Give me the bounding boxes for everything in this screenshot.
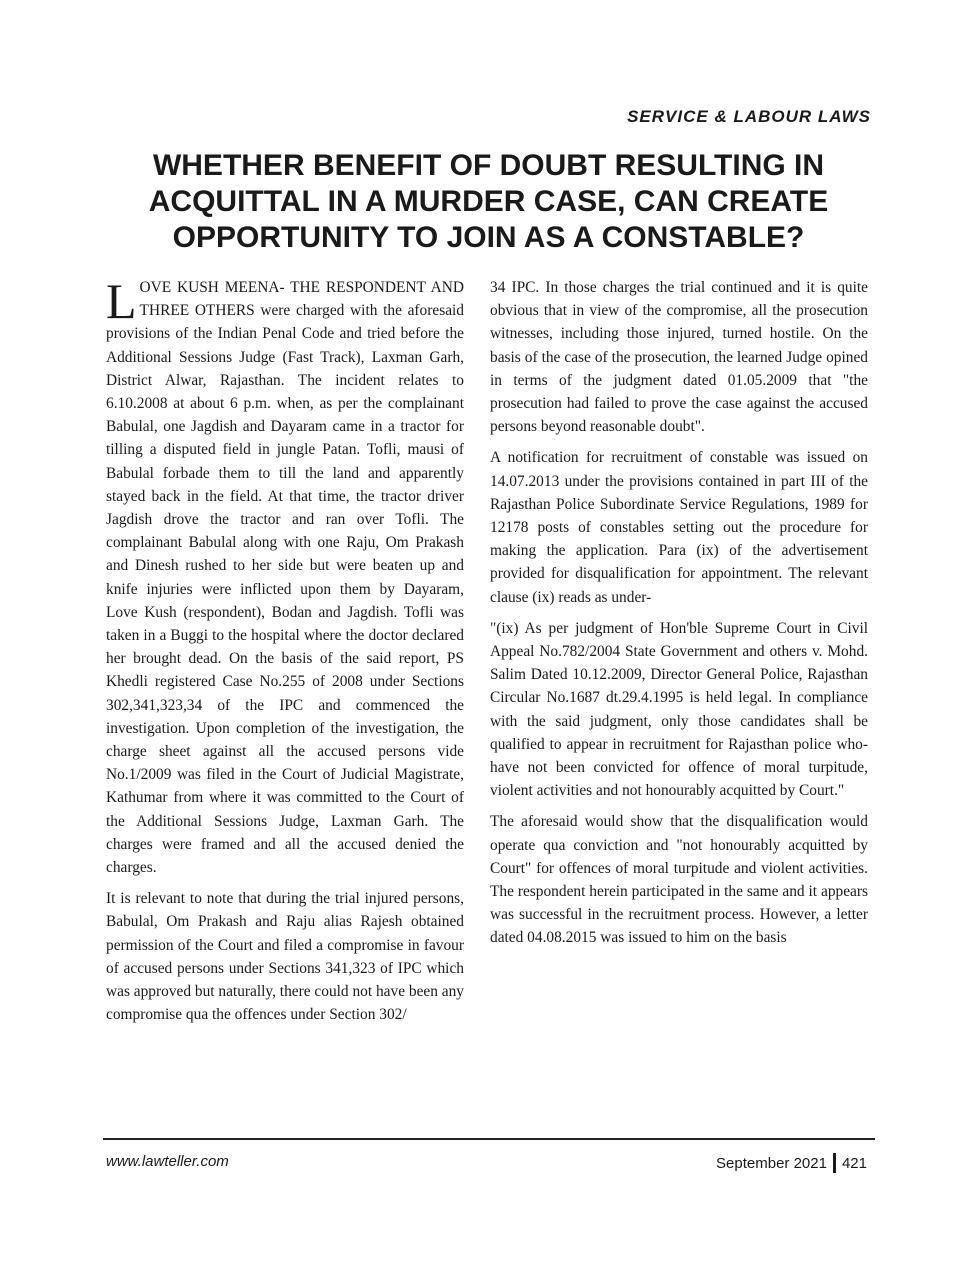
footer-separator <box>833 1153 836 1173</box>
right-column <box>490 276 868 958</box>
footer-info <box>716 1153 867 1173</box>
footer-website[interactable]: www.lawteller.com <box>106 1153 229 1170</box>
paragraph: The aforesaid would show that the disqualification would operate qua conviction and "not honourably acquitted by Court" for offences of moral turpitude and violent activities. The respondent herein participated in the same and it appears was successful in the recruitment process. However, a letter dated 04.08.2015 was issued to him on the basis <box>490 813 868 947</box>
paragraph: It is relevant to note that during the trial injured persons, Babulal, Om Prakash and Raju alias Rajesh obtained permission of the Court and filed a compromise in favour of accused persons under Sections 341,323 of IPC which was approved but naturally, there could not have been any compromise qua the offences under Section 302/ <box>106 890 464 1024</box>
block-quote: "(ix) As per judgment of Hon'ble Supreme Court in Civil Appeal No.782/2004 State Government and others v. Mohd. Salim Dated 10.12.2009, Director General Police, Rajasthan Circular No.1687 dt.29.4.1995 is held legal. In compliance with the said judgment, only those candidates shall be qualified to appear in recruitment for Rajasthan police who- have not been convicted for offence of moral turpitude, violent activities and not honourably acquitted by Court." <box>490 619 868 800</box>
paragraph-text: OVE KUSH MEENA- THE RESPONDENT AND THREE OTHERS were charged with the aforesaid provisions of the Indian Penal Code and tried before the Additional Sessions Judge (Fast Track), Laxman Garh, District Alwar, Rajasthan. The incident relates to 6.10.2008 at about 6 p.m. when, as per the complainant Babulal, one Jagdish and Dayaram came in a tractor for tilling a disputed field in jungle Patan. Tofli, mausi of Babulal forbade them to till the land and apparently stayed back in the field. At that time, the tractor driver Jagdish drove the tractor and ran over Tofli. The complainant Babulal along with one Raju, Om Prakash and Dinesh rushed to her side but were beaten up and knife injuries were inflicted upon them by Dayaram, Love Kush (respondent), Bodan and Jagdish. Tofli was taken in a Buggi to the hospital where the doctor declared her brought dead. On the basis of the said report, PS Khedli registered Case No.255 of 2008 under Sections 302,341,323,34 of the IPC and commenced the investigation. Upon completion of the investigation, the charge sheet against all the accused persons vide No.1/2009 was filed in the Court of Judicial Magistrate, Kathumar from where it was committed to the Court of the Additional Sessions Judge, Laxman Garh. The charges were framed and all the accused denied the charges. <box>106 279 464 877</box>
title-line: WHETHER BENEFIT OF DOUBT RESULTING IN <box>152 149 825 182</box>
paragraph: 34 IPC. In those charges the trial continued and it is quite obvious that in view of the compromise, all the prosecution witnesses, including those injured, turned hostile. On the basis of the case of the prosecution, the learned Judge opined in terms of the judgment dated 01.05.2009 that "the prosecution had failed to prove the case against the accused persons beyond reasonable doubt". <box>490 279 868 436</box>
title-line: ACQUITTAL IN A MURDER CASE, CAN CREATE <box>148 185 829 218</box>
left-column <box>106 273 464 1035</box>
footer-divider <box>103 1138 875 1140</box>
footer-date: September 2021 <box>716 1154 827 1172</box>
page-number: 421 <box>841 1154 867 1172</box>
paragraph: A notification for recruitment of constable was issued on 14.07.2013 under the provisions contained in part III of the Rajasthan Police Subordinate Service Regulations, 1989 for 12178 posts of constables setting out the procedure for making the application. Para (ix) of the advertisement provided for disqualification for appointment. The relevant clause (ix) reads as under- <box>490 449 868 606</box>
drop-cap: L <box>106 273 137 329</box>
article-title <box>100 148 877 256</box>
title-line: OPPORTUNITY TO JOIN AS A CONSTABLE? <box>172 221 805 254</box>
section-label: SERVICE & LABOUR LAWS <box>627 107 871 126</box>
paragraph <box>106 273 464 879</box>
